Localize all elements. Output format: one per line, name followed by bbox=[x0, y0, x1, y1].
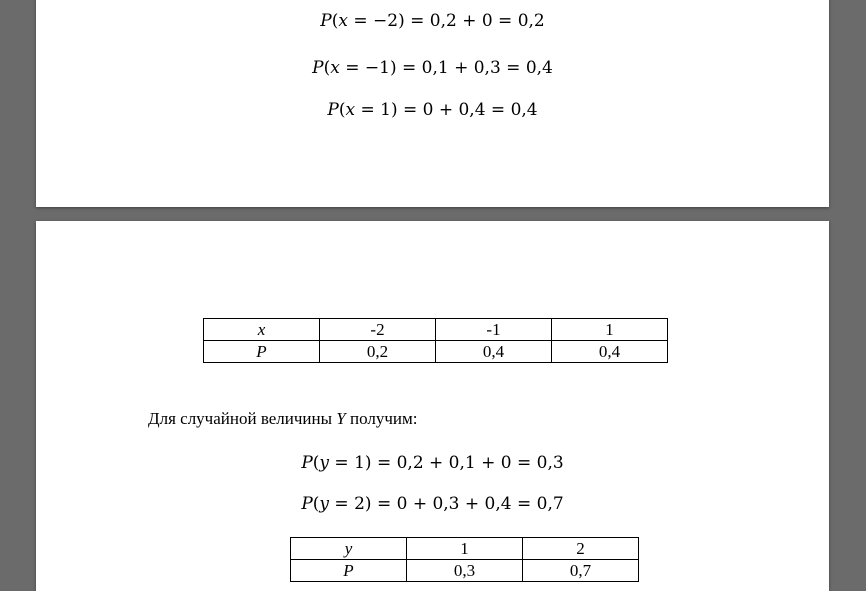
table-cell: P bbox=[291, 560, 407, 582]
distribution-table-y bbox=[290, 537, 639, 582]
table-cell: P bbox=[204, 341, 320, 363]
table-cell: 0,2 bbox=[320, 341, 436, 363]
paragraph-y-intro: Для случайной величины Y получим: bbox=[148, 409, 418, 428]
table-cell: 0,3 bbox=[407, 560, 523, 582]
table-cell: y bbox=[291, 538, 407, 560]
table-cell: 1 bbox=[407, 538, 523, 560]
table-cell: 1 bbox=[552, 319, 668, 341]
table-row-probability bbox=[291, 560, 639, 582]
formula-p-x-minus-2: P(x = −2) = 0,2 + 0 = 0,2 bbox=[320, 11, 545, 31]
document-page-1 bbox=[36, 0, 829, 207]
formula-p-x-minus-1: P(x = −1) = 0,1 + 0,3 = 0,4 bbox=[312, 58, 553, 78]
table-cell: -2 bbox=[320, 319, 436, 341]
table-cell: 2 bbox=[523, 538, 639, 560]
document-page-2 bbox=[36, 221, 829, 591]
table-cell: 0,7 bbox=[523, 560, 639, 582]
table-row-header bbox=[291, 538, 639, 560]
distribution-table-x bbox=[203, 318, 668, 363]
formula-p-y-1: P(y = 1) = 0,2 + 0,1 + 0 = 0,3 bbox=[301, 453, 564, 473]
table-row-probability bbox=[204, 341, 668, 363]
formula-p-x-1: P(x = 1) = 0 + 0,4 = 0,4 bbox=[327, 100, 538, 120]
table-row-header bbox=[204, 319, 668, 341]
table-cell: x bbox=[204, 319, 320, 341]
table-cell: 0,4 bbox=[436, 341, 552, 363]
table-cell: -1 bbox=[436, 319, 552, 341]
formula-p-y-2: P(y = 2) = 0 + 0,3 + 0,4 = 0,7 bbox=[301, 494, 564, 514]
table-cell: 0,4 bbox=[552, 341, 668, 363]
